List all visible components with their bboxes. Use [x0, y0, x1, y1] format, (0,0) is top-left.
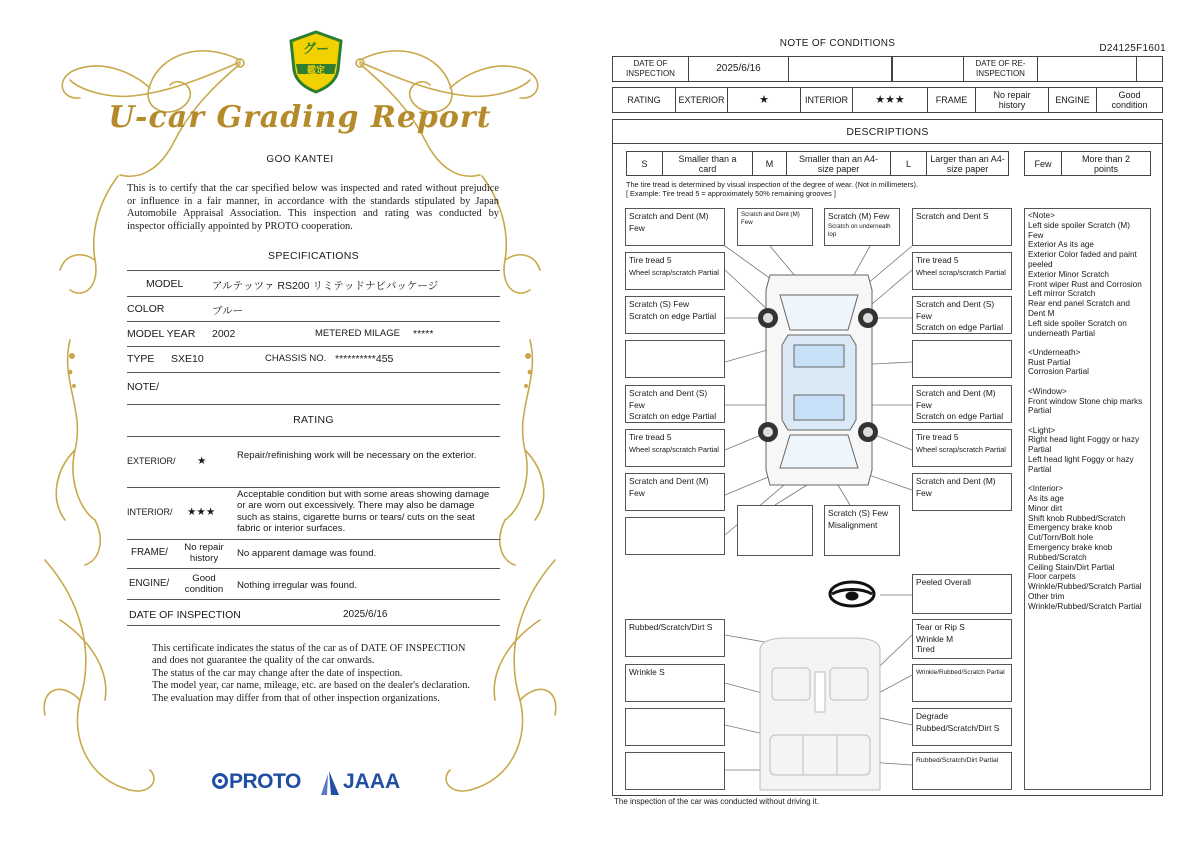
exterior-label: EXTERIOR — [676, 88, 728, 112]
damage-box-right-4 — [912, 340, 1012, 378]
inspection-date-row — [612, 56, 1163, 82]
interior-box-right-4 — [912, 752, 1012, 790]
model-year-value: 2002 — [212, 328, 236, 340]
certificate-title: U-car Grading Report — [108, 100, 492, 135]
frame-label: FRAME — [928, 88, 976, 112]
certificate-intro: This is to certify that the car specified below was inspected and rated without prejudice or influence in a fair manner, in accordance with the standards stipulated by Japan Automobile Appraisal Association. This inspection and rating was conducted by inspector officially appointed by PROTO cooperation. — [127, 183, 499, 232]
legend-m-desc: Smaller than an A4-size paper — [787, 152, 891, 175]
exterior-stars: ★ — [728, 88, 801, 112]
damage-text: Scratch on edge Partial — [916, 322, 1004, 332]
proto-logo: PROTO — [229, 770, 301, 793]
note-label: NOTE/ — [127, 381, 160, 393]
engine-description: Nothing irregular was found. — [237, 580, 357, 591]
damage-text: Scratch on edge Partial — [916, 411, 1004, 421]
model-value: アルテッツァ RS200 リミテッドナビパッケージ — [212, 280, 439, 292]
notes-group-note — [1028, 211, 1147, 338]
chassis-label: CHASSIS NO. — [265, 353, 327, 364]
type-label: TYPE — [127, 353, 155, 365]
interior-rating-row — [127, 489, 500, 537]
damage-text: Scratch and Dent (S) Few — [916, 299, 995, 321]
damage-text: Scratch (M) Few — [828, 211, 890, 221]
interior-box-right-1 — [912, 619, 1012, 659]
notes-line: Left side spoiler Scratch (M) Few — [1028, 220, 1130, 240]
interior-stars: ★★★ — [853, 88, 928, 112]
legend-few: Few — [1025, 152, 1062, 175]
exterior-rating-row — [127, 450, 500, 480]
damage-text: Tire tread 5 — [629, 432, 672, 442]
footer-line: This certificate indicates the status of the car as of DATE OF INSPECTION and does not guarantee the quality of the car onwards. — [152, 643, 466, 667]
divider — [127, 404, 500, 405]
damage-text: Rubbed/Scratch/Dirt S — [916, 722, 1000, 733]
frame-value: No repair history — [976, 88, 1049, 112]
certificate-footer — [152, 643, 472, 705]
notes-line: Ceiling Stain/Dirt Partial — [1028, 562, 1115, 572]
certificate-subtitle: GOO KANTEI — [266, 154, 334, 165]
notes-line: Rear end panel Scratch and Dent M — [1028, 299, 1130, 318]
divider — [127, 539, 500, 540]
interior-label: INTERIOR/ — [127, 507, 173, 517]
footer-line: The status of the car may change after the date of inspection. — [152, 667, 403, 679]
date-of-inspection-value: 2025/6/16 — [689, 57, 789, 81]
damage-box-bottom-2 — [824, 505, 900, 556]
notes-heading: <Interior> — [1028, 484, 1064, 494]
damage-text: Rubbed/Scratch/Dirt Partial — [916, 757, 999, 764]
notes-line: Front window Stone chip marks Partial — [1028, 396, 1143, 416]
damage-text: Wheel scrap/scratch Partial — [916, 267, 1006, 277]
metered-milage-label: METERED MILAGE — [315, 328, 400, 339]
divider — [127, 436, 500, 437]
date-of-inspection-label: DATE OF INSPECTION — [613, 57, 689, 81]
exterior-description: Repair/refinishing work will be necessary on the exterior. — [237, 450, 477, 461]
interior-box-left-2 — [625, 664, 725, 702]
steering-condition-box — [912, 574, 1012, 614]
date-of-inspection-label: DATE OF INSPECTION — [129, 609, 241, 621]
notes-line: Emergency brake knob Cut/Torn/Bolt hole — [1028, 523, 1113, 543]
damage-text: Degrade — [916, 711, 949, 721]
color-value: ブルー — [212, 305, 244, 317]
model-label: MODEL — [146, 278, 184, 290]
notes-heading: <Underneath> — [1028, 347, 1081, 357]
proto-logo-icon — [212, 772, 228, 792]
empty-cell — [1137, 57, 1162, 81]
damage-text: Tear or Rip S — [916, 622, 965, 632]
damage-box-top-1 — [737, 208, 813, 246]
damage-text: Tire tread 5 — [629, 255, 672, 265]
notes-group-underneath — [1028, 348, 1147, 377]
damage-text: Scratch and Dent S — [916, 211, 989, 221]
damage-text: Wheel scrap/scratch Partial — [629, 267, 719, 277]
notes-line: Rust Partial — [1028, 357, 1071, 367]
interior-box-left-3 — [625, 708, 725, 746]
damage-box-right-2 — [912, 252, 1012, 290]
inspection-footnote: The inspection of the car was conducted without driving it. — [614, 797, 819, 806]
notes-group-interior — [1028, 484, 1147, 611]
damage-text: Scratch and Dent (M) Few — [629, 476, 709, 498]
damage-box-bottom-1 — [737, 505, 813, 556]
damage-text: Wrinkle M — [916, 633, 954, 644]
legend-m: M — [753, 152, 787, 175]
exterior-label: EXTERIOR/ — [127, 456, 176, 466]
frame-value: No repair history — [184, 542, 224, 565]
frame-description: No apparent damage was found. — [237, 548, 377, 559]
tire-tread-note-line: The tire tread is determined by visual inspection of the degree of wear. (Not in millimeters). — [626, 180, 919, 189]
notes-heading: <Window> — [1028, 386, 1067, 396]
notes-group-light — [1028, 426, 1147, 475]
interior-box-left-1 — [625, 619, 725, 657]
damage-box-top-2 — [824, 208, 900, 246]
rating-label: RATING — [613, 88, 676, 112]
notes-line: Shift knob Rubbed/Scratch — [1028, 513, 1126, 523]
damage-box-right-5 — [912, 385, 1012, 423]
damage-text: Wrinkle S — [629, 667, 665, 677]
engine-rating-row — [127, 573, 500, 598]
notes-line: Left mirror Scratch — [1028, 289, 1096, 299]
note-of-conditions — [610, 0, 1200, 848]
interior-box-right-2 — [912, 664, 1012, 702]
damage-text: Rubbed/Scratch/Dirt S — [629, 622, 713, 632]
badge-top-text: グー — [302, 41, 329, 56]
notes-line: Other trim Wrinkle/Rubbed/Scratch Partial — [1028, 591, 1142, 611]
divider — [127, 625, 500, 626]
engine-label: ENGINE — [1049, 88, 1097, 112]
tire-tread-note-line: [ Example: Tire tread 5 = approximately 50% remaining grooves ] — [626, 189, 836, 198]
notes-heading: <Note> — [1028, 211, 1055, 220]
interior-label: INTERIOR — [801, 88, 853, 112]
damage-text: Misalignment — [828, 519, 878, 530]
damage-text: Wheel scrap/scratch Partial — [629, 444, 719, 454]
rating-heading: RATING — [293, 414, 334, 426]
badge-bottom-text: 鑑定 — [306, 65, 325, 75]
damage-text: Scratch (S) Few — [828, 508, 889, 518]
damage-box-right-6 — [912, 429, 1012, 467]
notes-line: Front wiper Rust and Corrosion — [1028, 279, 1142, 289]
damage-box-left-6 — [625, 429, 725, 467]
notes-line: Exterior As its age — [1028, 240, 1094, 250]
metered-milage-value: ***** — [413, 328, 434, 340]
damage-text: Wrinkle/Rubbed/Scratch Partial — [916, 669, 1005, 676]
notes-group-window — [1028, 387, 1147, 416]
jaaa-logo-icon — [318, 770, 340, 796]
damage-text: Scratch on edge Partial — [629, 310, 717, 321]
damage-box-left-5 — [625, 385, 725, 423]
jaaa-logo: JAAA — [343, 770, 401, 793]
divider — [127, 487, 500, 488]
damage-text: Scratch on edge Partial — [629, 411, 717, 421]
damage-text: Tire tread 5 — [916, 432, 959, 442]
divider — [127, 321, 500, 322]
interior-stars: ★★★ — [187, 506, 216, 518]
chassis-value: **********455 — [335, 353, 394, 365]
divider — [127, 346, 500, 347]
damage-text: Scratch and Dent (M) Few — [629, 211, 709, 233]
notes-line: Floor carpets Wrinkle/Rubbed/Scratch Partial — [1028, 572, 1142, 592]
interior-box-right-3 — [912, 708, 1012, 746]
divider — [127, 372, 500, 373]
descriptions-heading: DESCRIPTIONS — [613, 120, 1162, 144]
notes-line: Exterior Minor Scratch — [1028, 269, 1109, 279]
damage-box-left-4 — [625, 340, 725, 378]
damage-box-right-1 — [912, 208, 1012, 246]
notes-line: Left head light Foggy or hazy Partial — [1028, 455, 1134, 474]
damage-text: Scratch and Dent (M) Few — [916, 476, 996, 498]
damage-text: Tire tread 5 — [916, 255, 959, 265]
divider — [127, 270, 500, 271]
damage-box-right-3 — [912, 296, 1012, 334]
damage-box-left-8 — [625, 517, 725, 555]
empty-cell — [789, 57, 892, 81]
damage-text: Tired — [916, 644, 935, 654]
color-label: COLOR — [127, 303, 165, 315]
tire-tread-note — [626, 180, 918, 198]
damage-box-right-7 — [912, 473, 1012, 511]
divider — [127, 296, 500, 297]
footer-line: The model year, car name, mileage, etc. are based on the dealer's declaration. — [152, 680, 470, 692]
damage-box-left-2 — [625, 252, 725, 290]
date-of-reinspection-label: DATE OF RE-INSPECTION — [964, 57, 1038, 81]
notes-line: Exterior Color faded and paint peeled — [1028, 250, 1137, 269]
notes-line: Minor dirt — [1028, 503, 1063, 513]
damage-text: Scratch and Dent (S) Few — [629, 388, 708, 410]
legend-l-desc: Larger than an A4-size paper — [930, 153, 1005, 174]
engine-value: Good condition — [1111, 90, 1148, 110]
divider — [127, 568, 500, 569]
damage-text: Wheel scrap/scratch Partial — [916, 444, 1006, 454]
damage-text: Peeled Overall — [916, 577, 971, 587]
few-legend — [1024, 151, 1151, 176]
frame-label: FRAME/ — [131, 547, 169, 558]
interior-description: Acceptable condition but with some areas showing damage or are worn out excessively. There may also be damage such as stains, cigarette burns or tears/ cuts on the seat fabric or interior surfaces. — [237, 489, 490, 535]
notes-line: Left side spoiler Scratch on underneath Partial — [1028, 318, 1127, 338]
notes-column — [1024, 208, 1151, 790]
damage-box-left-7 — [625, 473, 725, 511]
note-title: NOTE OF CONDITIONS — [779, 38, 896, 49]
damage-text: Scratch and Dent (M) Few — [741, 211, 800, 226]
interior-box-left-4 — [625, 752, 725, 790]
notes-line: Emergency brake knob Rubbed/Scratch — [1028, 542, 1113, 562]
empty-cell — [892, 57, 964, 81]
footer-line: The evaluation may differ from that of other inspection organizations. — [152, 692, 440, 704]
model-year-label: MODEL YEAR — [127, 328, 196, 340]
notes-line: As its age — [1028, 493, 1064, 503]
legend-s: S — [627, 152, 663, 175]
notes-line: Corrosion Partial — [1028, 367, 1089, 377]
legend-l: L — [891, 152, 927, 175]
engine-label: ENGINE/ — [129, 578, 170, 589]
report-id: D24125F1601 — [1099, 43, 1166, 54]
empty-cell — [1038, 57, 1137, 81]
notes-line: Right head light Foggy or hazy Partial — [1028, 435, 1140, 455]
notes-heading: <Light> — [1028, 425, 1056, 435]
damage-text: Scratch and Dent (M) Few — [916, 388, 996, 410]
frame-rating-row — [127, 542, 500, 567]
date-of-inspection-value: 2025/6/16 — [343, 609, 388, 620]
damage-box-left-3 — [625, 296, 725, 334]
type-value: SXE10 — [171, 353, 204, 365]
size-legend — [626, 151, 1009, 176]
rating-row — [612, 87, 1163, 113]
legend-s-desc: Smaller than a card — [663, 152, 753, 175]
legend-few-desc: More than 2 points — [1081, 153, 1131, 174]
damage-box-left-1 — [625, 208, 725, 246]
specifications-heading: SPECIFICATIONS — [268, 250, 359, 262]
damage-text: Scratch (S) Few — [629, 299, 690, 309]
divider — [127, 599, 500, 600]
exterior-stars: ★ — [197, 455, 207, 467]
damage-text: Scratch on underneath lop — [828, 222, 891, 238]
engine-value: Good condition — [184, 573, 224, 596]
